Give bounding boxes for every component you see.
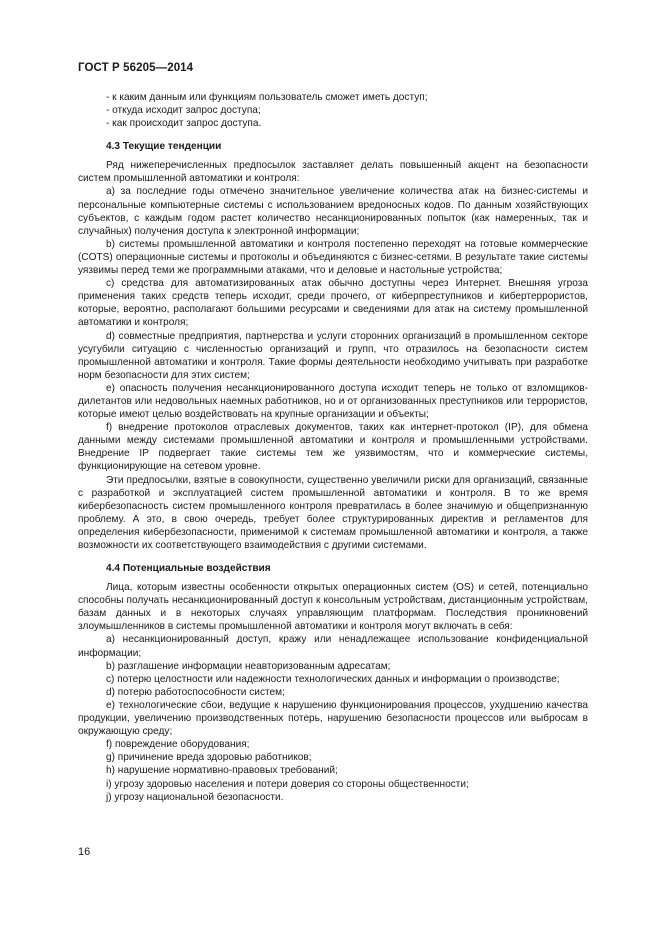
list-item: e) технологические сбои, ведущие к нарушению функционирования процессов, ухудшению качества продукции, увеличению производственных потерь, нарушению безопасности процессов или выбросам в окружающую среду; xyxy=(78,699,588,738)
page-number: 16 xyxy=(78,846,91,858)
paragraph: Эти предпосылки, взятые в совокупности, существенно увеличили риски для организаций, связанные с разработкой и эксплуатацией систем промышленной автоматики и контроля. В то же время кибербезопасность систем промышленного контроля превратилась в более значимую и общепризнанную проблему. А это, в свою очередь, требует более структурированных директив и регламентов для определения кибербезопасности, применимой к системам промышленной автоматики и контроля, а также возможности их соответствующего взаимодействия с другими системами. xyxy=(78,474,588,551)
list-item: - откуда исходит запрос доступа; xyxy=(106,105,261,117)
paragraph: e) опасность получения несанкционированного доступа исходит теперь не только от взломщиков-дилетантов или недовольных наемных работников, но и от организованных преступников или террористов, которые имеют целью воздействовать на крупные организации и объекты; xyxy=(78,382,588,421)
list-item: - к каким данным или функциям пользователь сможет иметь доступ; xyxy=(106,92,428,103)
list-item: h) нарушение нормативно-правовых требований; xyxy=(106,765,338,777)
list-item: c) потерю целостности или надежности технологических данных и информации о производстве; xyxy=(106,673,560,685)
paragraph: d) совместные предприятия, партнерства и услуги сторонних организаций в промышленном секторе усугубили ситуацию с численностью организаций и групп, что отразилось на безопасности систем промышленной автоматики и контроля. Такие формы деятельности необходимо учитывать при разработке норм безопасности для этих систем; xyxy=(78,330,588,381)
list-item: d) потерю работоспособности систем; xyxy=(106,686,285,698)
list-item: a) несанкционированный доступ, кражу или ненадлежащее использование конфиденциальной информации; xyxy=(78,634,588,659)
paragraph: Лица, которым известны особенности открытых операционных систем (OS) и сетей, потенциально способны получать несанкционированный доступ к консольным устройствам, дистанционным устройствам, базам данных и в некоторых случаях управляющим платформам. Последствия проникновений злоумышленников в системы промышленной автоматики и контроля могут включать в себя: xyxy=(78,582,588,633)
list-item: j) угрозу национальной безопасности. xyxy=(106,791,284,803)
paragraph: Ряд нижеперечисленных предпосылок заставляет делать повышенный акцент на безопасности систем промышленной автоматики и контроля: xyxy=(78,160,588,185)
list-item: - как происходит запрос доступа. xyxy=(106,118,262,130)
paragraph: f) внедрение протоколов отраслевых документов, таких как интернет-протокол (IP), для обмена данными между системами промышленной автоматики и контроля и промышленными устройствами. Внедрение IP подвергает такие системы тем же уязвимостям, что и коммерческие системы, функционирующие на сетевом уровне. xyxy=(78,422,588,473)
list-item: g) причинение вреда здоровью работников; xyxy=(106,752,312,764)
section-heading-4-3: 4.3 Текущие тенденции xyxy=(106,141,222,153)
paragraph: а) за последние годы отмечено значительное увеличение количества атак на бизнес-системы и персональные компьютерные системы с использованием вредоносных кодов. По данным хозяйствующих субъектов, с каждым годом растет количество несанкционированных попыток (как намеренных, так и случайных) получения доступа к электронной информации; xyxy=(78,186,588,237)
document-body xyxy=(78,91,588,804)
list-item: b) разглашение информации неавторизованным адресатам; xyxy=(106,660,391,672)
section-heading-4-4: 4.4 Потенциальные воздействия xyxy=(106,563,271,575)
paragraph: c) средства для автоматизированных атак обычно доступны через Интернет. Внешняя угроза применения таких средств теперь исходит, среди прочего, от киберпреступников и кибертеррористов, которые, вероятно, располагают большими ресурсами и сведениями для атак на систему промышленной автоматики и контроля; xyxy=(78,278,588,329)
list-item: f) повреждение оборудования; xyxy=(106,739,250,751)
document-header: ГОСТ Р 56205—2014 xyxy=(78,62,194,74)
paragraph: b) системы промышленной автоматики и контроля постепенно переходят на готовые коммерческие (COTS) операционные системы и протоколы и объединяются с бизнес-сетями. В результате такие системы уязвимы перед теми же программными атаками, что и деловые и настольные устройства; xyxy=(78,238,588,277)
list-item: i) угрозу здоровью населения и потери доверия со стороны общественности; xyxy=(106,778,469,790)
intro-list xyxy=(78,91,588,130)
